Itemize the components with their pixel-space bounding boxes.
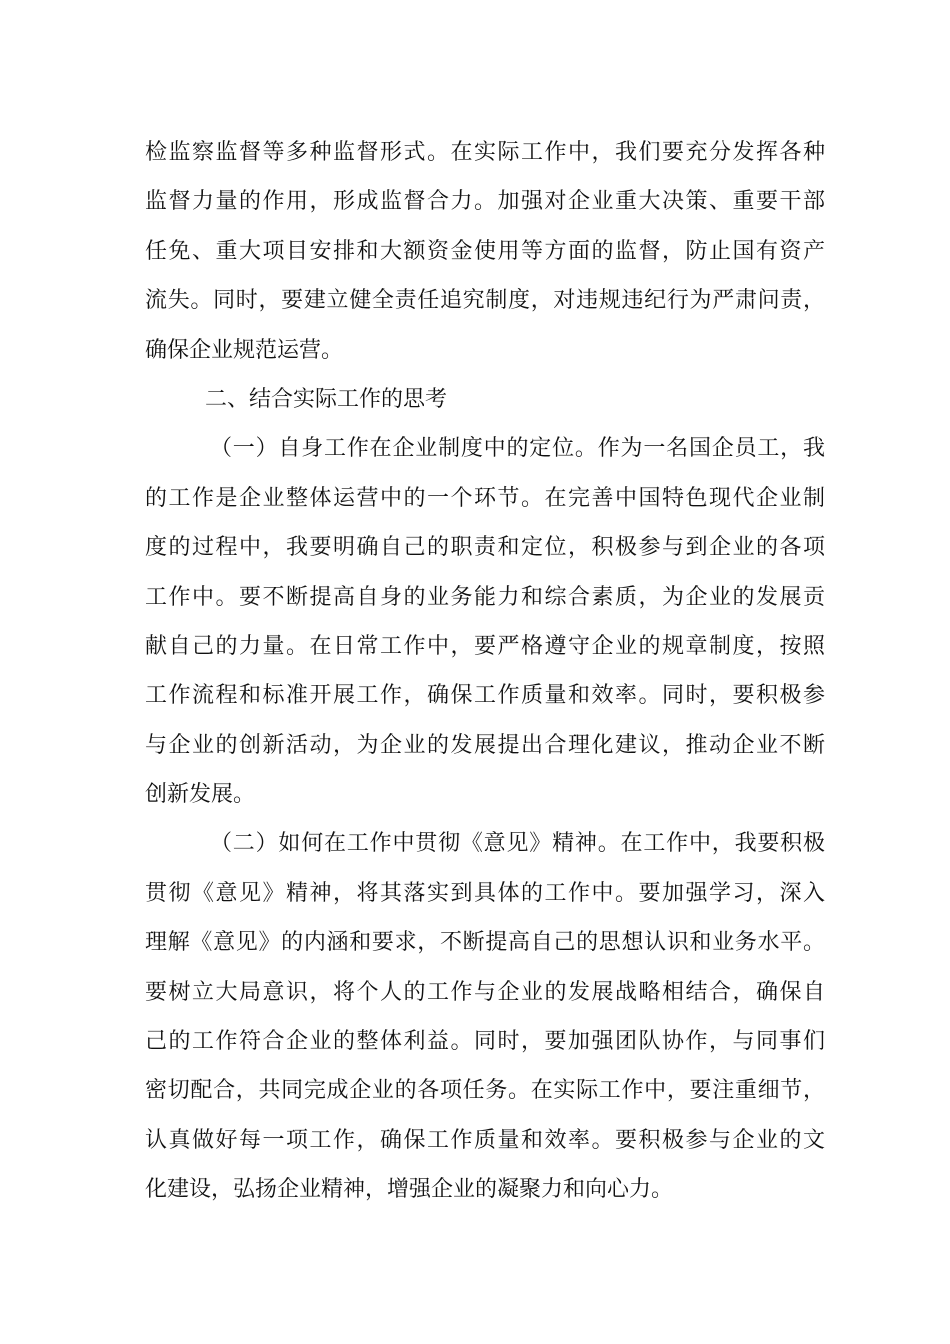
document-body [145, 133, 825, 1220]
text-line: 确保企业规范运营。 [145, 337, 344, 363]
text-line: 贯彻《意见》精神，将其落实到具体的工作中。要加强学习，深入 [145, 880, 825, 906]
text-line: 工作中。要不断提高自身的业务能力和综合素质，为企业的发展贡 [145, 584, 825, 610]
text-line: （一）自身工作在企业制度中的定位。作为一名国企员工，我 [210, 436, 825, 462]
text-line: 任免、重大项目安排和大额资金使用等方面的监督，防止国有资产 [145, 238, 825, 264]
section-heading: 二、结合实际工作的思考 [205, 386, 448, 412]
text-line: 己的工作符合企业的整体利益。同时，要加强团队协作，与同事们 [145, 1029, 825, 1055]
text-line: 流失。同时，要建立健全责任追究制度，对违规违纪行为严肃问责， [145, 288, 825, 314]
text-line: 的工作是企业整体运营中的一个环节。在完善中国特色现代企业制 [145, 485, 825, 511]
text-line: 理解《意见》的内涵和要求，不断提高自己的思想认识和业务水平。 [145, 930, 825, 956]
text-line: 创新发展。 [145, 782, 256, 808]
text-line: 化建设，弘扬企业精神，增强企业的凝聚力和向心力。 [145, 1177, 674, 1203]
text-line: 要树立大局意识，将个人的工作与企业的发展战略相结合，确保自 [145, 979, 825, 1005]
text-line: 密切配合，共同完成企业的各项任务。在实际工作中，要注重细节， [145, 1078, 825, 1104]
text-line: 度的过程中，我要明确自己的职责和定位，积极参与到企业的各项 [145, 535, 825, 561]
text-line: 献自己的力量。在日常工作中，要严格遵守企业的规章制度，按照 [145, 633, 825, 659]
text-line: 工作流程和标准开展工作，确保工作质量和效率。同时，要积极参 [145, 683, 825, 709]
text-line: （二）如何在工作中贯彻《意见》精神。在工作中，我要积极 [210, 831, 825, 857]
text-line: 与企业的创新活动，为企业的发展提出合理化建议，推动企业不断 [145, 732, 825, 758]
text-line: 检监察监督等多种监督形式。在实际工作中，我们要充分发挥各种 [145, 140, 825, 165]
text-line: 认真做好每一项工作，确保工作质量和效率。要积极参与企业的文 [145, 1127, 825, 1153]
text-line: 监督力量的作用，形成监督合力。加强对企业重大决策、重要干部 [145, 189, 825, 215]
